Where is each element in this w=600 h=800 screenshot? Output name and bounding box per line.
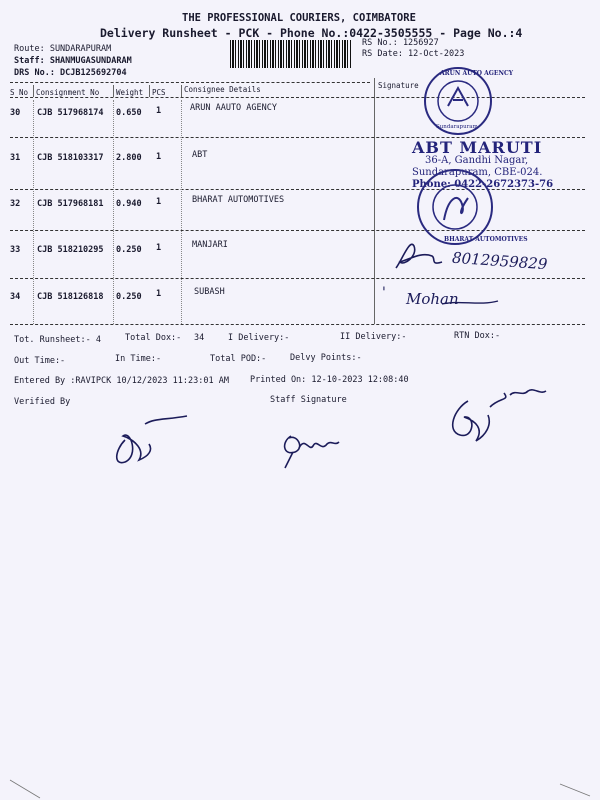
col-consignment: Consignment No (36, 88, 100, 97)
scan-edge-artifacts (0, 760, 600, 800)
signature-column-divider (374, 78, 375, 324)
runsheet-title: Delivery Runsheet - PCK - Phone No.:0422-3505555 - Page No.:4 (100, 26, 523, 40)
row33-signature (392, 232, 452, 272)
row-separator (10, 230, 585, 231)
col-divider (113, 100, 114, 324)
col-sno: S No (10, 88, 29, 97)
row-weight: 0.250 (116, 292, 142, 302)
col-divider (113, 85, 114, 97)
row-consignment: CJB 517968181 (37, 199, 104, 209)
col-signature: Signature (378, 81, 419, 90)
staff-signature-label: Staff Signature (270, 395, 347, 405)
verifier-signature (105, 410, 195, 470)
col-consignee: Consignee Details (184, 85, 261, 94)
abt-stamp-phone: Phone: 0422-2672373-76 (412, 179, 554, 190)
row34-mark: ' (382, 285, 386, 301)
row-consignment: CJB 517968174 (37, 108, 104, 118)
row-consignee: SUBASH (194, 287, 225, 297)
row-sno: 30 (10, 108, 21, 118)
in-time: In Time:- (115, 354, 162, 364)
row-sno: 34 (10, 292, 21, 302)
row33-handwritten-number: 8012959829 (451, 248, 548, 274)
total-dox-value: 34 (194, 333, 205, 343)
company-name: THE PROFESSIONAL COURIERS, COIMBATORE (182, 12, 416, 24)
col-divider (181, 100, 182, 324)
staff-signature (275, 422, 345, 472)
entered-by: Entered By :RAVIPCK 10/12/2023 11:23:01 AM (14, 376, 229, 386)
total-pod: Total POD:- (210, 354, 267, 364)
col-divider (149, 85, 150, 97)
verified-by-label: Verified By (14, 397, 71, 407)
barcode (230, 40, 352, 68)
abt-stamp-address-2: Sundarapuram, CBE-024. (412, 167, 543, 178)
header-bottom-rule (10, 97, 585, 98)
ii-delivery: II Delivery:- (340, 332, 407, 342)
drs-number: DRS No.: DCJB125692704 (14, 68, 127, 78)
row-weight: 2.800 (116, 153, 142, 163)
col-divider (181, 85, 182, 97)
bharat-stamp-outer-text: BHARAT AUTOMOTIVES (444, 236, 528, 243)
row-pcs: 1 (156, 197, 162, 207)
col-pcs: PCS (152, 88, 166, 97)
staff-label: Staff: SHANMUGASUNDARAM (14, 56, 132, 66)
row-consignment: CJB 518210295 (37, 245, 104, 255)
col-divider (33, 85, 34, 97)
abt-stamp-address-1: 36-A, Gandhi Nagar, (425, 155, 529, 166)
row-pcs: 1 (156, 289, 162, 299)
abt-stamp-name: ABT MARUTI (412, 138, 543, 157)
col-divider (33, 100, 34, 324)
row-weight: 0.940 (116, 199, 142, 209)
tot-runsheet: Tot. Runsheet:- 4 (14, 335, 101, 345)
rs-number: RS No.: 1256927 (362, 38, 439, 48)
arun-stamp-outer-text: ARUN AUTO AGENCY (440, 70, 514, 77)
row-consignee: BHARAT AUTOMOTIVES (192, 195, 285, 205)
total-dox-label: Total Dox:- (125, 333, 182, 343)
row-sno: 32 (10, 199, 21, 209)
row34-underline (440, 298, 500, 308)
row-consignment: CJB 518126818 (37, 292, 104, 302)
col-weight: Weight (116, 88, 144, 97)
row-separator (10, 278, 585, 279)
i-delivery: I Delivery:- (228, 333, 290, 343)
manager-signature (440, 385, 550, 445)
delvy-points: Delvy Points:- (290, 353, 362, 363)
row-sno: 33 (10, 245, 21, 255)
route-label: Route: SUNDARAPURAM (14, 44, 112, 54)
row-weight: 0.250 (116, 245, 142, 255)
row34-handwritten-name: Mohan (406, 290, 459, 308)
row-consignment: CJB 518103317 (37, 153, 104, 163)
table-bottom-rule (10, 324, 585, 325)
out-time: Out Time:- (14, 356, 66, 366)
row-consignee: ARUN AAUTO AGENCY (190, 103, 277, 113)
printed-on: Printed On: 12-10-2023 12:08:40 (250, 375, 409, 385)
arun-stamp-inner-text: Sundarapuram (436, 124, 478, 130)
row-consignee: ABT (192, 150, 208, 160)
rs-date: RS Date: 12-Oct-2023 (362, 49, 465, 59)
row-pcs: 1 (156, 243, 162, 253)
row-pcs: 1 (156, 106, 162, 116)
rtn-dox: RTN Dox:- (454, 331, 501, 341)
row-consignee: MANJARI (192, 240, 228, 250)
row-sno: 31 (10, 153, 21, 163)
header-top-rule (10, 82, 370, 83)
row-weight: 0.650 (116, 108, 142, 118)
row-pcs: 1 (156, 152, 162, 162)
